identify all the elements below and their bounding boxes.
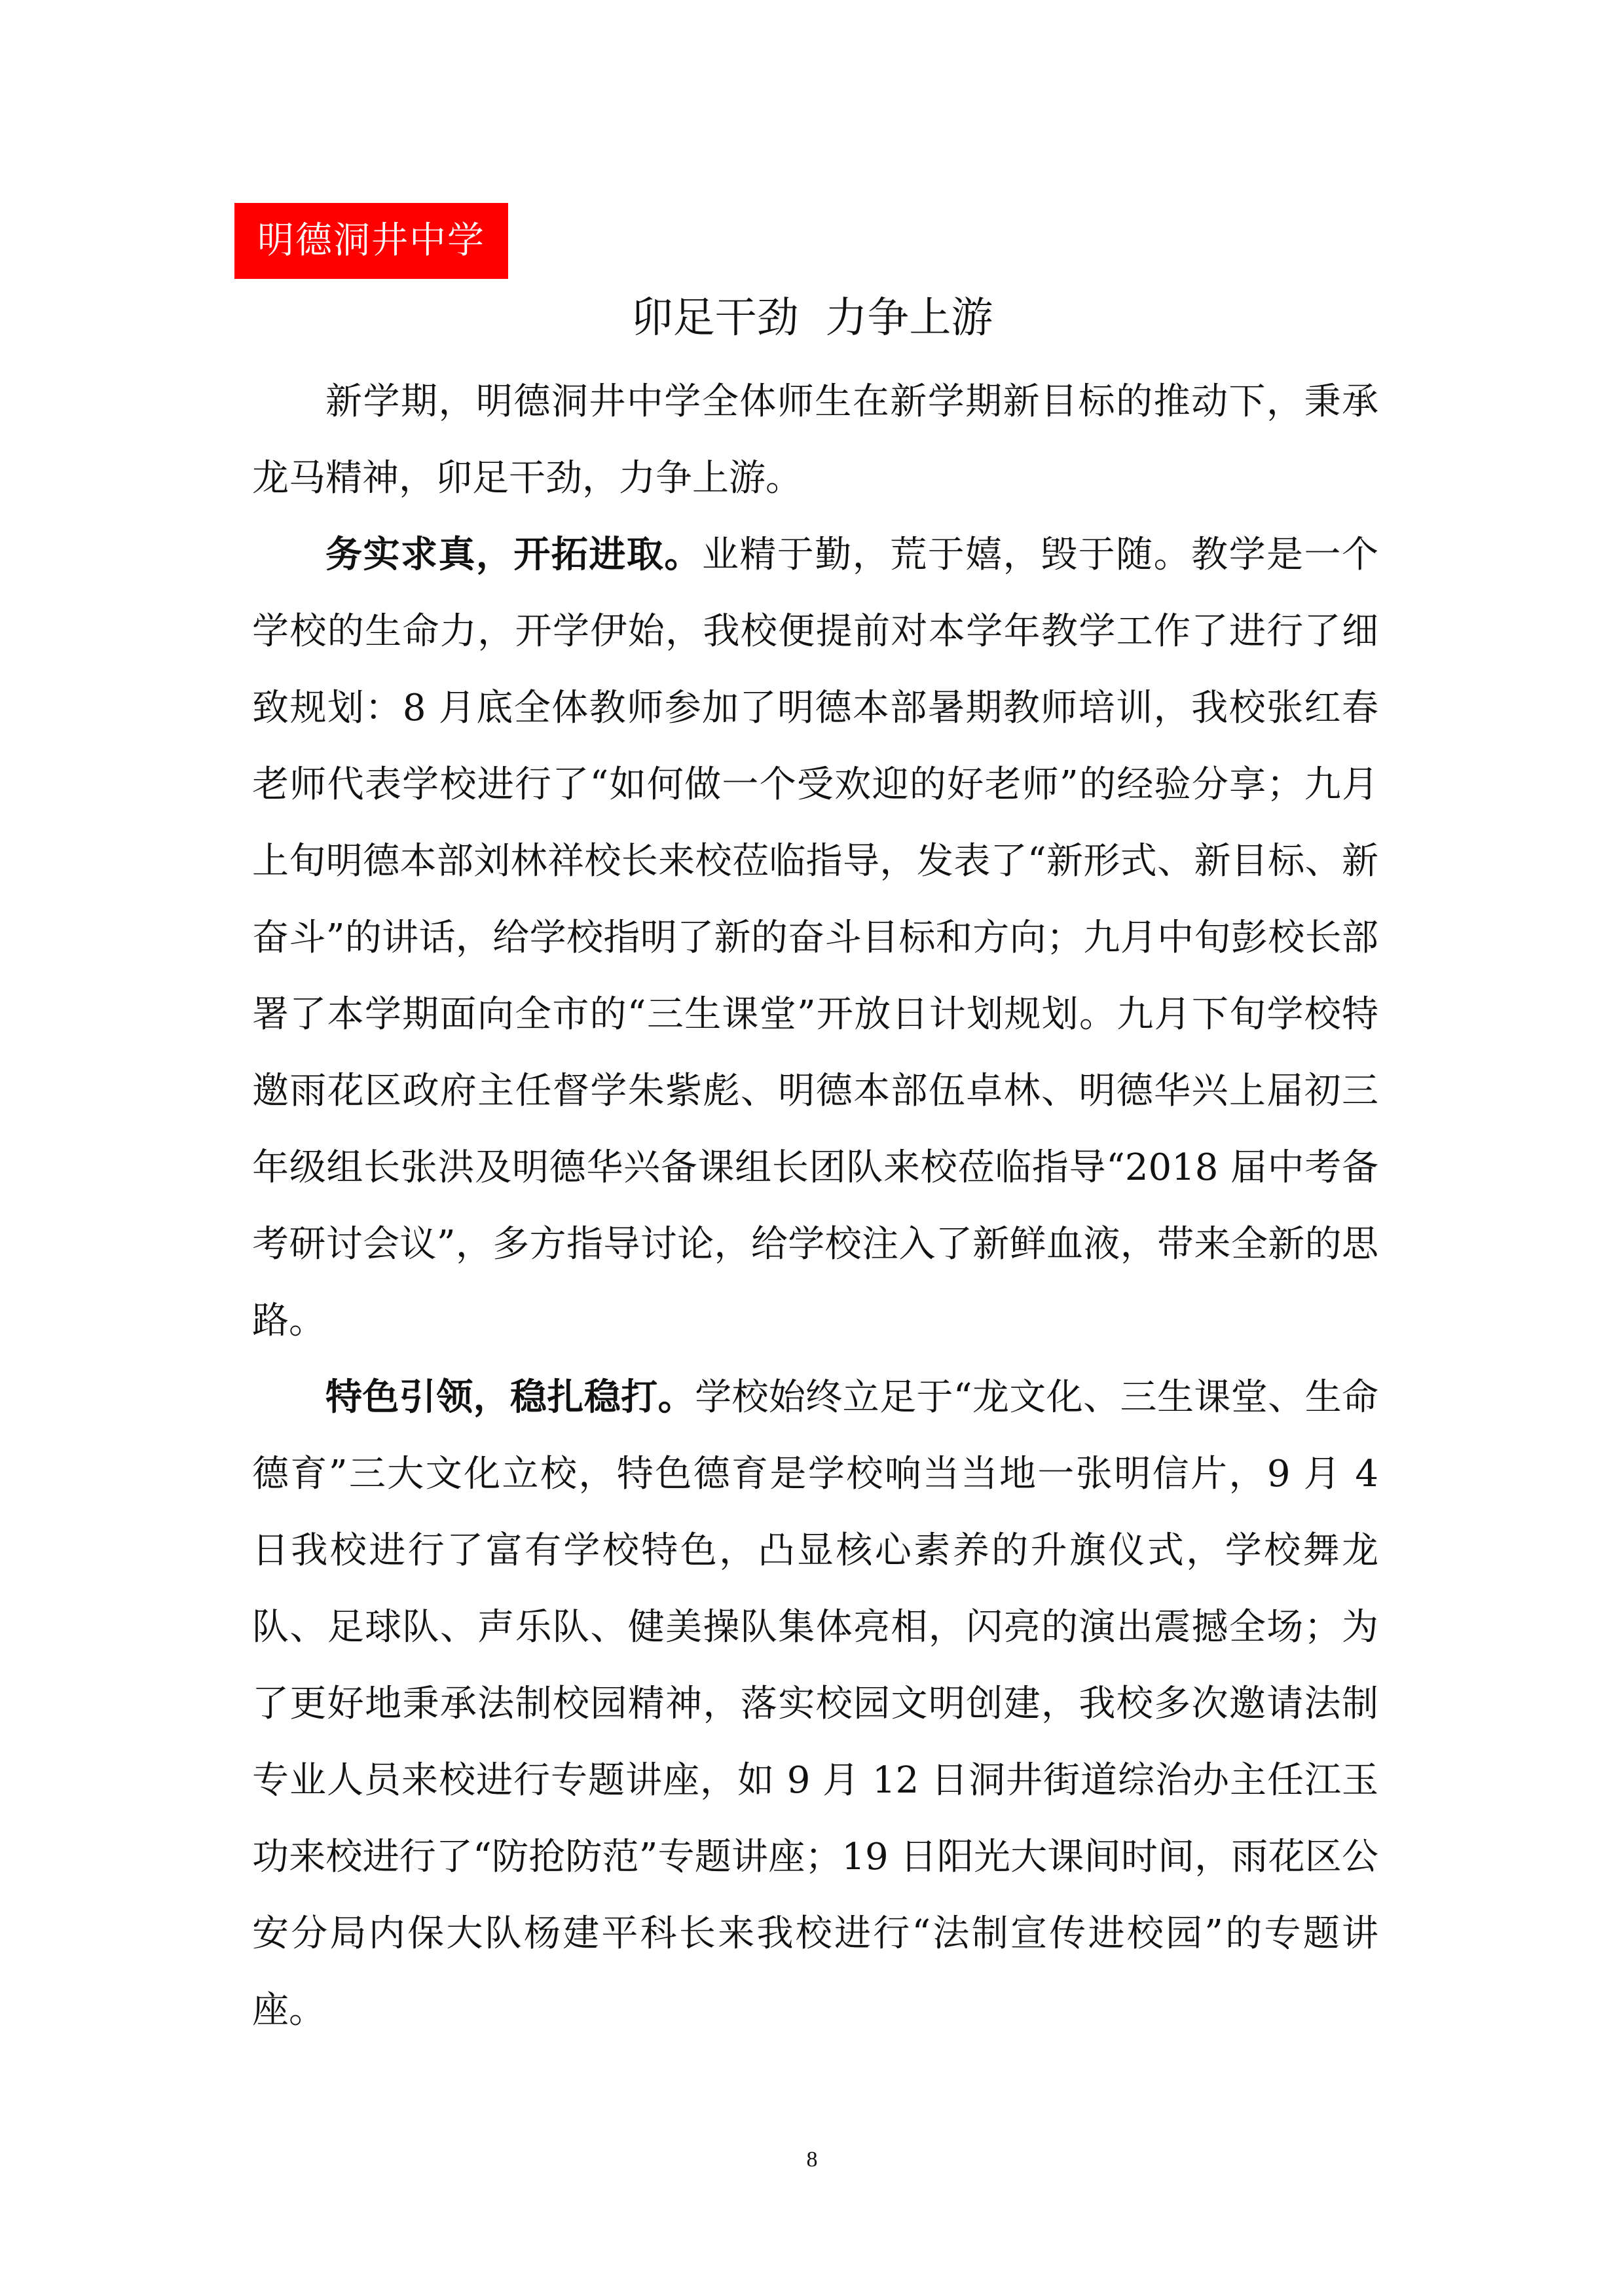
paragraph-characteristics <box>252 1359 1378 2049</box>
school-name-tag: 明德洞井中学 <box>234 203 508 279</box>
paragraph-lead: 特色引领，稳扎稳打。 <box>325 1376 695 1419</box>
paragraph-text: 学校始终立足于“龙文化、三生课堂、生命德育”三大文化立校，特色德育是学校响当当地一张明信片，9 月 4 日我校进行了富有学校特色，凸显核心素养的升旗仪式，学校舞龙队、足球队、声乐队、健美操队集体亮相，闪亮的演出震撼全场；为了更好地秉承法制校园精神，落实校园文明创建，我校多次邀请法制专业人员来校进行专题讲座，如 9 月 12 日洞井街道综治办主任江玉功来校进行了“防抢防范”专题讲座；19 日阳光大课间时间，雨花区公安分局内保大队杨建平科长来我校进行“法制宣传进校园”的专题讲座。 <box>252 1376 1378 2032</box>
paragraph-teaching <box>252 517 1378 1359</box>
page-number: 8 <box>806 2147 818 2172</box>
paragraph-text: 业精于勤，荒于嬉，毁于随。教学是一个学校的生命力，开学伊始，我校便提前对本学年教学工作了进行了细致规划：8 月底全体教师参加了明德本部暑期教师培训，我校张红春老师代表学校进行了“如何做一个受欢迎的好老师”的经验分享；九月上旬明德本部刘林祥校长来校莅临指导，发表了“新形式、新目标、新奋斗”的讲话，给学校指明了新的奋斗目标和方向；九月中旬彭校长部署了本学期面向全市的“三生课堂”开放日计划规划。九月下旬学校特邀雨花区政府主任督学朱紫彪、明德本部伍卓林、明德华兴上届初三年级组长张洪及明德华兴备课组长团队来校莅临指导“2018 届中考备考研讨会议”，多方指导讨论，给学校注入了新鲜血液，带来全新的思路。 <box>252 534 1379 1342</box>
paragraph-intro <box>252 363 1378 517</box>
paragraph-lead: 务实求真，开拓进取。 <box>325 534 702 576</box>
article-body <box>252 363 1378 2049</box>
article-title: 卯足干劲 力争上游 <box>631 294 993 342</box>
paragraph-text: 新学期，明德洞井中学全体师生在新学期新目标的推动下，秉承龙马精神，卯足干劲，力争上游。 <box>252 380 1378 500</box>
